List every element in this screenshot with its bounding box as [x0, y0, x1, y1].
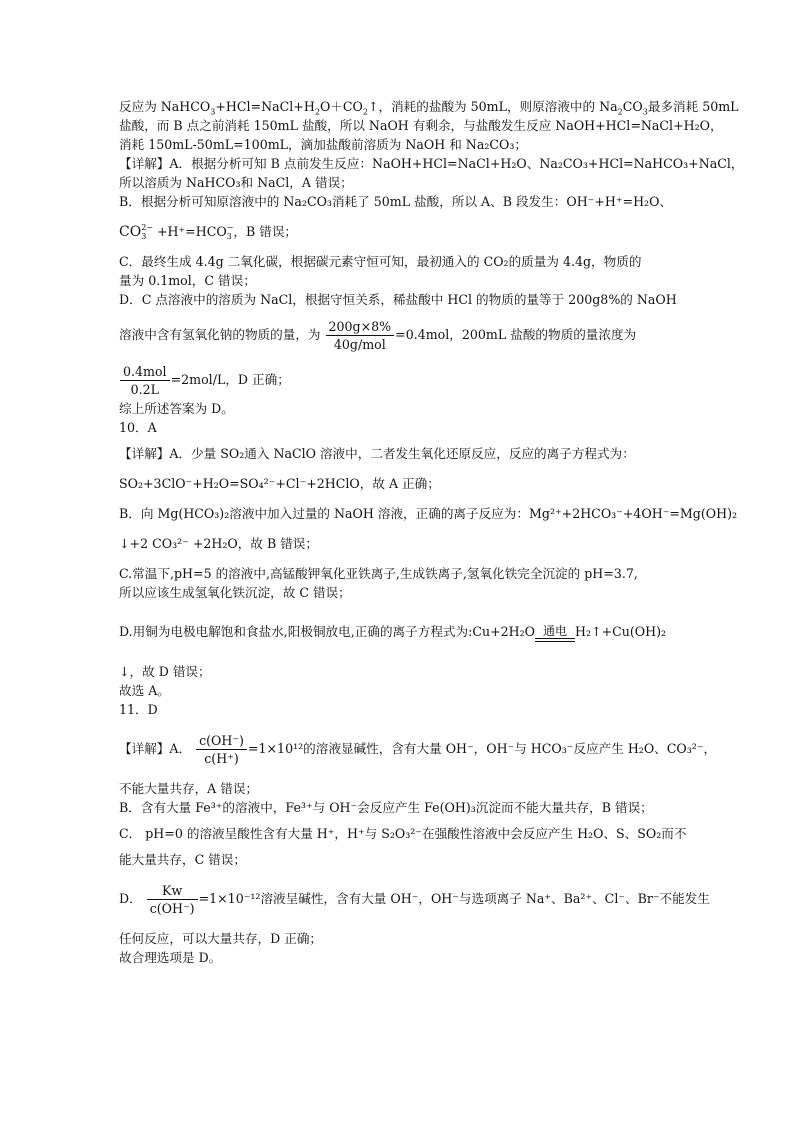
q11-detail-d-line-2: 任何反应，可以大量共存，D 正确；	[119, 931, 323, 946]
q11-detail-a-line-2: 不能大量共存，A 错误；	[119, 781, 259, 796]
q11-detail-d-line-1: D． $\frac{Kw}{c(OH^-)}$ =1×10⁻¹²溶液呈碱性，含有大量 OH⁻，OH⁻与选项离子 Na⁺、Ba²⁺、Cl⁻、Br⁻不能发生	[119, 883, 710, 916]
q10-detail-a-line-1: 【详解】A．少量 SO₂通入 NaClO 溶液中，二者发生氧化还原反应，反应的离子方程式为：	[119, 446, 635, 461]
q11-summary: 故合理选项是 D。	[119, 950, 222, 965]
q9-detail-a-line-1: 【详解】A．根据分析可知 B 点前发生反应：NaOH+HCl=NaCl+H₂O、Na₂CO₃+HCl=NaHCO₃+NaCl，	[119, 156, 744, 171]
q10-detail-b-line-1: B．向 Mg(HCO₃)₂溶液中加入过量的 NaOH 溶液，正确的离子反应为：Mg²⁺+2HCO₃⁻+4OH⁻=Mg(OH)₂	[119, 506, 738, 521]
answer-text	[119, 97, 744, 967]
q9-detail-d-line-1: D．C 点溶液中的溶质为 NaCl，根据守恒关系，稀盐酸中 HCl 的物质的量等于 200g8%的 NaOH	[119, 292, 677, 307]
q10-summary: 故选 A。	[119, 683, 170, 698]
intro-line-3: 消耗 150mL-50mL=100mL，滴加盐酸前溶质为 NaOH 和 Na₂CO₃；	[119, 137, 527, 152]
q9-summary: 综上所述答案为 D。	[119, 401, 234, 416]
q9-detail-d-line-2: 溶液中含有氢氧化钠的物质的量，为 $\frac{200g\times 8\%}{\text{40g/mol}}$ =0.4mol，200mL 盐酸的物质的量浓度为	[119, 319, 637, 352]
q9-detail-b-line-2: CO2− 3 +H⁺=HCO− 3 ，B 错误；	[119, 223, 298, 241]
q11-number: 11．D	[119, 702, 158, 717]
intro-line-1: 反应为 $NaHCO_3+HCl=NaCl+H_2O+CO_2↑$，消耗的盐酸为 50mL，则原溶液中的 $Na_2CO_3$最多消耗 50mL	[119, 99, 739, 117]
q10-detail-d-line-2: ↓，故 D 错误；	[119, 664, 211, 679]
fraction-concentration: $\frac{\text{0.4mol}}{0.2L}$	[120, 363, 170, 398]
q11-detail-c-line-2: 能大量共存，C 错误；	[119, 852, 246, 867]
q9-detail-a-line-2: 所以溶质为 NaHCO₃和 NaCl，A 错误；	[119, 175, 353, 190]
q9-detail-c-line-1: C．最终生成 4.4g 二氧化碳，根据碳元素守恒可知，最初通入的 CO₂的质量为 4.4g，物质的	[119, 254, 642, 269]
q11-detail-b-line-1: B．含有大量 Fe³⁺的溶液中，Fe³⁺与 OH⁻会反应产生 Fe(OH)₃沉淀而不能大量共存，B 错误；	[119, 800, 653, 815]
q10-detail-d-line-1: D.用铜为电极电解饱和食盐水,阳极铜放电,正确的离子方程式为:Cu+2H₂O 通电 H₂↑+Cu(OH)₂	[119, 613, 689, 651]
electrolysis-arrow: 通电	[535, 624, 575, 642]
q10-detail-b-line-2: ↓+2 CO₃²⁻ +2H₂O，故 B 错误；	[119, 536, 318, 551]
q11-detail-a-line-1: 【详解】A． $\frac{c(OH^-)}{c(H^+)}$ =1×10¹²的溶液显碱性，含有大量 OH⁻，OH⁻与 HCO₃⁻反应产生 H₂O、CO₃²⁻，	[119, 733, 717, 766]
intro-line-2: 盐酸，而 B 点之前消耗 150mL 盐酸，所以 NaOH 有剩余，与盐酸发生反应 NaOH+HCl=NaCl+H₂O，	[119, 118, 723, 133]
q9-detail-c-line-2: 量为 0.1mol，C 错误；	[119, 273, 256, 288]
q10-number: 10．A	[119, 420, 157, 435]
fraction-oh-h: $\frac{c(OH^-)}{c(H^+)}$	[196, 732, 247, 767]
q9-detail-d-line-3: $\frac{\text{0.4mol}}{0.2L}$ =2mol/L，D 正确；	[119, 361, 689, 399]
fraction-kw-oh: $\frac{Kw}{c(OH^-)}$	[147, 882, 198, 917]
q10-detail-c-line-2: 所以应该生成氢氧化铁沉淀，故 C 错误；	[119, 585, 351, 600]
q10-detail-c-line-1: C.常温下,pH=5 的溶液中,高锰酸钾氧化亚铁离子,生成铁离子,氢氧化铁完全沉淀的 pH=3.7,	[119, 566, 638, 581]
q10-detail-a-line-2: SO₂+3ClO⁻+H₂O=SO₄²⁻+Cl⁻+2HClO，故 A 正确；	[119, 476, 440, 491]
q11-detail-c-line-1: C． pH=0 的溶液呈酸性含有大量 H⁺，H⁺与 S₂O₃²⁻在强酸性溶液中会反应产生 H₂O、S、SO₂而不	[119, 826, 687, 841]
fraction-mass: $\frac{200g\times 8\%}{\text{40g/mol}}$	[326, 318, 395, 353]
q9-detail-b-line-1: B．根据分析可知原溶液中的 Na₂CO₃消耗了 50mL 盐酸，所以 A、B 段发生：OH⁻+H⁺=H₂O、	[119, 194, 673, 209]
